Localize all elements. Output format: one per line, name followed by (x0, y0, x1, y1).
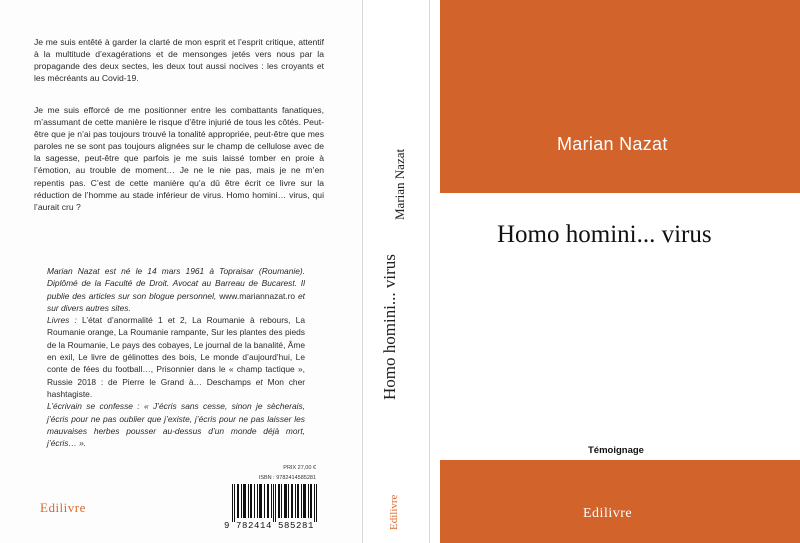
barcode-number: 9 782414 585281 (223, 521, 314, 531)
author-confession: L’écrivain se confesse : « J’écris sans cesse, sinon je sècherais, j’écris pour ne pas oublier que j’existe, j’écris pour ne pas laisser les mauvaises herbes pousser au-dessus d’un monde déjà mort, j’écris… ». (47, 401, 305, 449)
front-author: Marian Nazat (557, 134, 668, 154)
books-and: et (255, 376, 263, 387)
bio-sites: et sur divers autres sites. (47, 290, 305, 313)
spine-author: Marian Nazat (392, 148, 407, 220)
bio-intro: Marian Nazat est né le 14 mars 1961 à Topraisar (Roumanie). Diplômé de la Faculté de Droit. Avocat au Barreau de Bucarest. Il publie des articles sur son blogue personnel, (47, 266, 305, 301)
isbn-label: ISBN : 9782414585281 (258, 475, 316, 481)
books-last: Mon cher hashtagiste. (47, 376, 306, 399)
front-orange-bottom-band (440, 460, 800, 543)
author-bio (47, 265, 305, 449)
back-paragraph-2: Je me suis efforcé de me positionner entre les combattants fanatiques, m’assumant de cette manière le risque d’être injurié de tous les côtés. Peut-être que je n’ai pas toujours trouvé la tonalité appropriée, peut-être que mes paroles ne se sont pas toujours alignées sur le champ de cellulose avec de la sagesse, peut-être que parfois je me suis laissé tomber en proie à l’émotion, au trouble de moment… Je ne le nie pas, mais je ne m’en repentis pas. C’est de cette manière qu’a dû être écrit ce livre sur la réduction de l’homme au stade inférieur de virus. Homo homini… virus, qui l’aurait cru ? (34, 105, 324, 212)
front-orange-top-band (440, 0, 800, 193)
front-genre: Témoignage (588, 445, 644, 456)
bio-url: www.mariannazat.ro (219, 290, 296, 301)
books-list: L’état d’anormalité 1 et 2, La Roumanie à rebours, La Roumanie orange, La Roumanie rampante, Sur les plantes des pieds de la Roumanie, Le pays des cobayes, Le journal de la banalité, Âme en exil, Le livre de gélinottes des bois, Le monde d’aujourd’hui, Le conte de fées du football…, Prisonnier dans le « champ tactique », Russie 2018 : de Pierre le Grand à… Deschamps (47, 315, 305, 387)
spine-title-wrap (380, 170, 404, 400)
barcode-image (232, 484, 318, 522)
publisher-logo-back: Edilivre (40, 500, 86, 515)
back-paragraph-1: Je me suis entêté à garder la clarté de mon esprit et l’esprit critique, attentif à la multitude d’exagérations et de mensonges jetés vers nous par la propagande des deux sectes, les deux tout aussi nocives : les croyants et les mécréants au Covid-19. (34, 37, 324, 84)
publisher-logo-front: Edilivre (583, 506, 633, 521)
spine-title: Homo homini... virus (380, 254, 399, 400)
publisher-logo-spine: Edilivre (388, 494, 400, 530)
front-title: Homo homini... virus (497, 221, 712, 248)
books-label: Livres : (47, 315, 77, 326)
price-label: PRIX 27,00 € (283, 465, 316, 471)
